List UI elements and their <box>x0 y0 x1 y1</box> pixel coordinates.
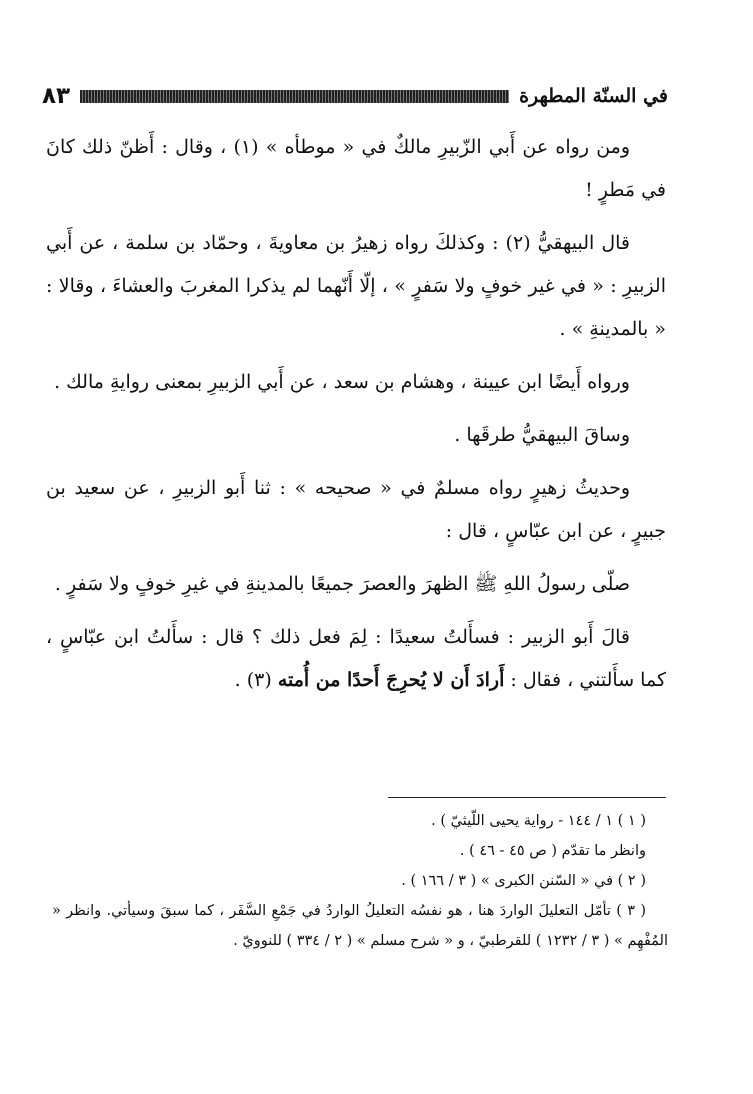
running-header <box>42 78 668 114</box>
footnote: ( ١ ) ١ / ١٤٤ - رواية يحيى اللّيثيّ ) . <box>431 813 646 829</box>
bold-quote: أَرادَ أَن لا يُحرِجَ أَحدًا من أُمته <box>277 669 505 691</box>
footnote: وانظر ما تقدّم ( ص ٤٥ - ٤٦ ) . <box>459 843 646 859</box>
paragraph: ومن رواه عن أَبي الزّبيرِ مالكٌ في « موطأه » (١) ، وقال : أَظنّ ذلك كانَ في مَطرٍ ! <box>46 136 666 201</box>
header-title: في السنّة المطهرة <box>519 85 668 107</box>
footnotes <box>52 806 668 956</box>
paragraph: صلّى رسولُ اللهِ ﷺ الظهرَ والعصرَ جميعًا بالمدينةِ في غيرِ خوفٍ ولا سَفرٍ . <box>54 573 630 595</box>
main-text <box>46 126 666 712</box>
paragraph: ورواه أَيضًا ابن عيينة ، وهشام بن سعد ، عن أَبي الزبيرِ بمعنى روايةِ مالك . <box>54 371 630 393</box>
footnote: ( ٢ ) في « السّنن الكبرى » ( ٣ / ١٦٦ ) . <box>401 873 646 889</box>
paragraph: قال البيهقيُّ (٢) : وكذلكَ رواه زهيرُ بن معاويةَ ، وحمّاد بن سلمة ، عن أَبي الزبيرِ : « في غير خوفٍ ولا سَفرٍ » ، إلّا أَنّهما لم يذكرا المغربَ والعشاءَ ، وقالا : « بالمدينةِ » . <box>46 232 666 340</box>
footnote-marker: (٣) . <box>234 669 278 691</box>
paragraph: وساقَ البيهقيُّ طرقَها . <box>454 424 630 446</box>
paragraph: وحديثُ زهيرٍ رواه مسلمٌ في « صحيحه » : ثنا أَبو الزبيرِ ، عن سعيد بن جبيرٍ ، عن ابن عبّاسٍ ، قال : <box>46 477 666 542</box>
paragraph-text: قالَ أَبو الزبير : فسأَلتُ سعيدًا : لِمَ فعل ذلك ؟ قال : سأَلتُ ابن عبّاسٍ ، كما سأَلتني ، فقال : <box>46 626 666 691</box>
paragraph <box>46 616 666 702</box>
footnote-separator <box>388 797 666 798</box>
header-rule <box>80 90 509 103</box>
page-number: ٨٣ <box>42 83 71 109</box>
footnote: ( ٣ ) تأمّل التعليلَ الواردَ هنا ، هو نفسُه التعليلُ الواردُ في جَمْعِ السَّفَر ، كما سبقَ وسيأتي. وانظر « المُفْهِم » ( ٣ / ١٢٣٢ ) للقرطبيّ ، و « شرح مسلم » ( ٢ / ٣٣٤ ) للنوويّ . <box>52 903 668 949</box>
